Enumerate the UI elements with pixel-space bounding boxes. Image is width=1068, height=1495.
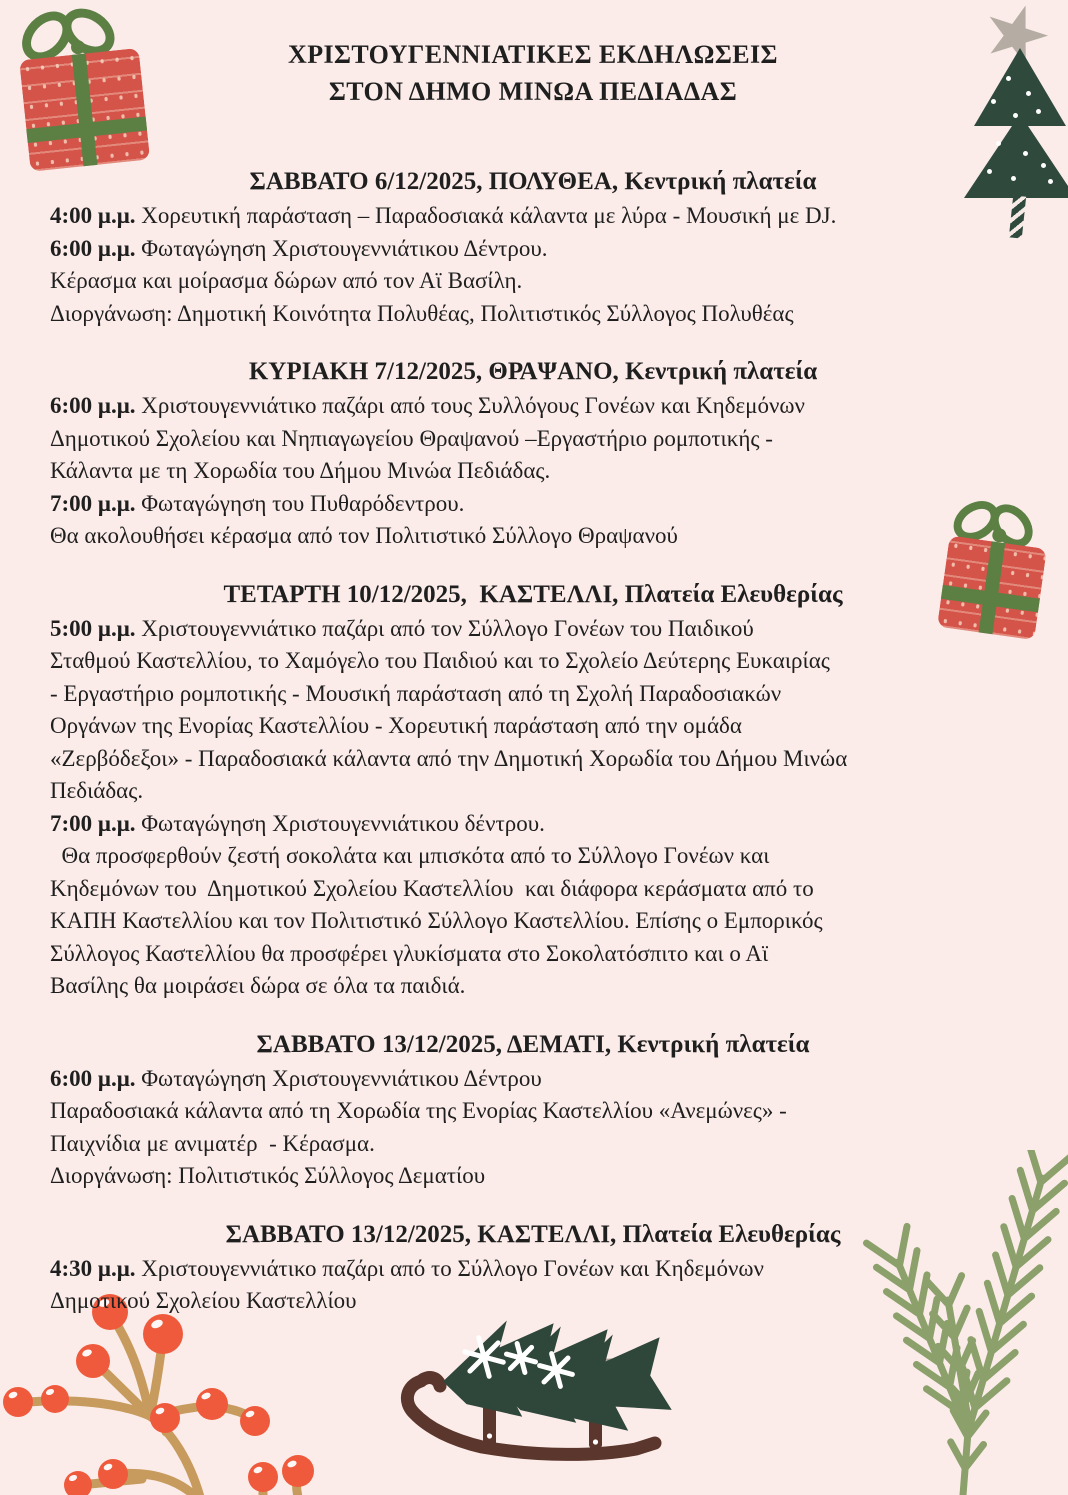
event-line: Δημοτικού Σχολείου και Νηπιαγωγείου Θραψανού –Εργαστήριο ρομποτικής - bbox=[50, 425, 773, 451]
event-section bbox=[50, 164, 1016, 330]
event-line: 4:30 μ.μ. Χριστουγεννιάτικο παζάρι από το Σύλλογο Γονέων και Κηδεμόνων bbox=[50, 1255, 764, 1281]
event-line: Θα προσφερθούν ζεστή σοκολάτα και μπισκότα από το Σύλλογο Γονέων και bbox=[50, 843, 770, 868]
section-heading: ΤΕΤΑΡΤΗ 10/12/2025, ΚΑΣΤΕΛΛΙ, Πλατεία Ελευθερίας bbox=[223, 580, 843, 608]
event-line: Δημοτικού Σχολείου Καστελλίου bbox=[50, 1288, 357, 1313]
event-line: 5:00 μ.μ. Χριστουγεννιάτικο παζάρι από τον Σύλλογο Γονέων του Παιδικού bbox=[50, 615, 754, 641]
sled-with-trees-icon bbox=[395, 1308, 695, 1495]
poster-content bbox=[50, 36, 1016, 1318]
section-heading: ΣΑΒΒΑΤΟ 13/12/2025, ΔΕΜΑΤΙ, Κεντρική πλατεία bbox=[256, 1030, 810, 1058]
event-time: 7:00 μ.μ. bbox=[50, 490, 136, 516]
page-title bbox=[50, 36, 1016, 110]
event-line: 7:00 μ.μ. Φωταγώγηση του Πυθαρόδεντρου. bbox=[50, 490, 465, 516]
section-heading: ΣΑΒΒΑΤΟ 6/12/2025, ΠΟΛΥΘΕΑ, Κεντρική πλατεία bbox=[249, 168, 817, 195]
event-line: Θα ακολουθήσει κέρασμα από τον Πολιτιστικό Σύλλογο Θραψανού bbox=[50, 523, 678, 548]
event-section bbox=[50, 1027, 1016, 1193]
event-line: «Ζερβόδεξοι» - Παραδοσιακά κάλαντα από την Δημοτική Χορωδία του Δήμου Μινώα bbox=[50, 745, 848, 771]
event-line: Βασίλης θα μοιράσει δώρα σε όλα τα παιδιά. bbox=[50, 973, 466, 998]
event-time: 6:00 μ.μ. bbox=[50, 393, 136, 418]
event-time: 6:00 μ.μ. bbox=[50, 235, 136, 261]
event-line: ΚΑΠΗ Καστελλίου και τον Πολιτιστικό Σύλλογο Καστελλίου. Επίσης ο Εμπορικός bbox=[50, 908, 823, 933]
event-section bbox=[50, 1217, 1016, 1318]
event-time: 5:00 μ.μ. bbox=[50, 615, 136, 641]
event-line: Κηδεμόνων του Δημοτικού Σχολείου Καστελλίου και διάφορα κεράσματα από το bbox=[50, 875, 814, 901]
event-line: Παραδοσιακά κάλαντα από τη Χορωδία της Ενορίας Καστελλίου «Ανεμώνες» - bbox=[50, 1098, 787, 1123]
event-section bbox=[50, 354, 1016, 553]
event-line: Διοργάνωση: Δημοτική Κοινότητα Πολυθέας, Πολιτιστικός Σύλλογος Πολυθέας bbox=[50, 300, 794, 326]
event-line: Σύλλογος Καστελλίου θα προσφέρει γλυκίσματα στο Σοκολατόσπιτο και ο Αϊ bbox=[50, 940, 769, 966]
event-line: Διοργάνωση: Πολιτιστικός Σύλλογος Δεματίου bbox=[50, 1163, 486, 1188]
event-time: 7:00 μ.μ. bbox=[50, 810, 136, 836]
event-line: - Εργαστήριο ρομποτικής - Μουσική παράσταση από τη Σχολή Παραδοσιακών bbox=[50, 680, 782, 706]
section-heading: ΣΑΒΒΑΤΟ 13/12/2025, ΚΑΣΤΕΛΛΙ, Πλατεία Ελευθερίας bbox=[225, 1220, 841, 1248]
event-time: 6:00 μ.μ. bbox=[50, 1065, 136, 1091]
event-line: 6:00 μ.μ. Χριστουγεννιάτικο παζάρι από τους Συλλόγους Γονέων και Κηδεμόνων bbox=[50, 393, 805, 418]
page-title-line: ΧΡΙΣΤΟΥΓΕΝΝΙΑΤΙΚΕΣ ΕΚΔΗΛΩΣΕΙΣ bbox=[288, 40, 778, 69]
section-heading: ΚΥΡΙΑΚΗ 7/12/2025, ΘΡΑΨΑΝΟ, Κεντρική πλατεία bbox=[248, 358, 818, 385]
event-line: Οργάνων της Ενορίας Καστελλίου - Χορευτική παράσταση από την ομάδα bbox=[50, 713, 742, 738]
event-line: Κέρασμα και μοίρασμα δώρων από τον Αϊ Βασίλη. bbox=[50, 268, 523, 293]
event-line: 4:00 μ.μ. Χορευτική παράσταση – Παραδοσιακά κάλαντα με λύρα - Μουσική με DJ. bbox=[50, 203, 837, 228]
event-time: 4:30 μ.μ. bbox=[50, 1255, 136, 1281]
page-title-line: ΣΤΟΝ ΔΗΜΟ ΜΙΝΩΑ ΠΕΔΙΑΔΑΣ bbox=[328, 77, 738, 106]
event-section bbox=[50, 577, 1016, 1003]
event-line: 7:00 μ.μ. Φωταγώγηση Χριστουγεννιάτικου δέντρου. bbox=[50, 810, 545, 836]
event-line: Πεδιάδας. bbox=[50, 778, 144, 803]
event-time: 4:00 μ.μ. bbox=[50, 203, 136, 228]
event-line: 6:00 μ.μ. Φωταγώγηση Χριστουγεννιάτικου Δέντρου. bbox=[50, 235, 548, 261]
event-line: Παιχνίδια με ανιματέρ - Κέρασμα. bbox=[50, 1130, 375, 1156]
event-line: Κάλαντα με τη Χορωδία του Δήμου Μινώα Πεδιάδας. bbox=[50, 458, 551, 483]
event-line: 6:00 μ.μ. Φωταγώγηση Χριστουγεννιάτικου Δέντρου bbox=[50, 1065, 542, 1091]
event-line: Σταθμού Καστελλίου, το Χαμόγελο του Παιδιού και το Σχολείο Δεύτερης Ευκαιρίας bbox=[50, 648, 830, 673]
